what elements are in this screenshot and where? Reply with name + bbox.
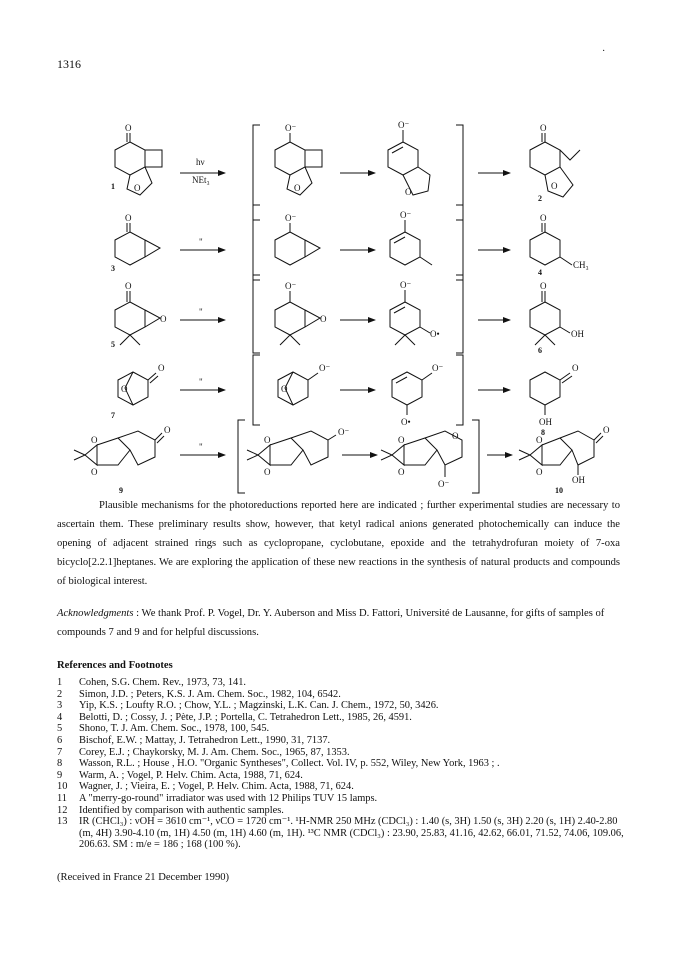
label-O-minus: O⁻ <box>285 281 297 291</box>
label-O-minus: O⁻ <box>438 479 450 489</box>
label-O-minus: O⁻ <box>400 210 412 220</box>
compound-9-structure <box>74 431 164 465</box>
label-O: O <box>540 123 547 133</box>
label-O-minus: O⁻ <box>285 213 297 223</box>
label-O-minus: O⁻ <box>432 363 444 373</box>
compound-number: 10 <box>555 486 563 495</box>
label-O-minus: O⁻ <box>319 363 331 373</box>
compound-4-structure <box>530 223 572 265</box>
reference-item <box>57 816 632 851</box>
label-O: O <box>91 435 98 445</box>
reference-number: 12 <box>57 804 68 816</box>
label-O: O <box>134 183 141 193</box>
label-oh: OH <box>571 329 584 339</box>
ditto-mark: " <box>199 442 203 452</box>
compound-number: 2 <box>538 194 542 203</box>
compound-number: 5 <box>111 340 115 349</box>
label-O: O <box>264 435 271 445</box>
reference-number: 13 <box>57 816 68 828</box>
label-O: O <box>158 363 165 373</box>
label-O-minus: O⁻ <box>400 280 412 290</box>
reference-number: 10 <box>57 781 68 793</box>
reference-number: 4 <box>57 711 63 723</box>
intermediate-9a-structure <box>247 431 336 465</box>
intermediate-5a-structure <box>275 291 320 345</box>
reference-item <box>57 781 632 793</box>
reference-item <box>57 689 632 701</box>
label-oh: OH <box>539 417 552 427</box>
intermediate-3a-structure <box>275 223 320 265</box>
reference-item <box>57 747 632 759</box>
reference-text: IR (CHCl₃) : νOH = 3610 cm⁻¹, νCO = 1720 cm⁻¹. ¹H-NMR 250 MHz (CDCl₃) : 1.40 (s, 3H) 1.50 (s, 3H) 2.20 (s, 1H) 2.40-2.80 (m, 4H) 3.90-4.10 (m, 1H) 4.50 (m, 1H) 4.60 (m, 1H). ¹³C NMR (CDCl₃) : 23.90, 25.83, 41.16, 42.62, 66.01, 71.52, 74.06, 109.06, 206.63. SM : m/e = 186 ; 168 (100 %). <box>79 816 624 851</box>
reference-item <box>57 700 632 712</box>
reference-number: 1 <box>57 677 63 688</box>
label-O: O <box>398 467 405 477</box>
label-O: O <box>125 281 132 291</box>
label-O: O <box>160 314 167 324</box>
reference-text: Bischof, E.W. ; Mattay, J. Tetrahedron Lett., 1990, 31, 7137. <box>79 734 331 746</box>
reference-text: Yip, K.S. ; Loufty R.O. ; Chow, Y.L. ; Magzinski, L.K. Can. J. Chem., 1972, 50, 3426. <box>79 700 439 712</box>
intermediate-5b-structure <box>390 290 430 345</box>
compound-10-structure <box>519 431 603 475</box>
reference-text: Warm, A. ; Vogel, P. Helv. Chim. Acta, 1988, 71, 624. <box>79 769 303 781</box>
ditto-mark: " <box>199 307 203 317</box>
label-O: O <box>320 314 327 324</box>
reference-item <box>57 677 632 689</box>
label-O: O <box>125 213 132 223</box>
label-O: O <box>551 181 558 191</box>
compound-number: 1 <box>111 182 115 191</box>
reference-text: Wasson, R.L. ; House , H.O. "Organic Syntheses", Collect. Vol. IV, p. 552, Wiley, New York, 1963 ; . <box>79 758 500 770</box>
reference-text: Belotti, D. ; Cossy, J. ; Pète, J.P. ; Portella, C. Tetrahedron Lett., 1985, 26, 4591. <box>79 711 412 723</box>
label-O: O <box>398 435 405 445</box>
reference-number: 2 <box>57 688 63 700</box>
compound-number: 7 <box>111 411 115 420</box>
scheme-caption: Plausible mechanisms for the photoreductions reported here are indicated ; further experimental studies are necessary to ascertain them. These preliminary results show, however, that ketyl radical anions generated photochemically can induce the opening of adjacent strained rings such as cyclopropane, cyclobutane, epoxide and the tetrahydrofuran moiety of 7-oxa bicyclo[2.2.1]heptanes. We are exploring the application of these new reactions in the synthesis of natural products and compounds of biological interest. <box>57 500 620 587</box>
reference-number: 3 <box>57 700 63 712</box>
label-O-minus: O⁻ <box>285 123 297 133</box>
reference-item <box>57 793 632 805</box>
label-ch3: CH₃ <box>573 260 589 270</box>
reagent-net3: NEt₃ <box>192 175 210 185</box>
label-O: O <box>91 467 98 477</box>
compound-6-structure <box>530 291 570 345</box>
received-date: (Received in France 21 December 1990) <box>57 872 230 883</box>
reference-text: A "merry-go-round" irradiator was used with 12 Philips TUV 15 lamps. <box>79 792 378 804</box>
references-heading: References and Footnotes <box>57 660 173 671</box>
label-O-bullet: O• <box>401 417 411 427</box>
reference-item <box>57 712 632 724</box>
ditto-mark: " <box>199 377 203 387</box>
reference-text: Wagner, J. ; Vieira, E. ; Vogel, P. Helv. Chim. Acta, 1988, 71, 624. <box>79 781 354 793</box>
reference-item <box>57 770 632 782</box>
reference-item <box>57 735 632 747</box>
reference-text: Identified by comparison with authentic samples. <box>79 804 284 816</box>
intermediate-3b-structure <box>390 220 432 265</box>
label-O-minus: O⁻ <box>338 427 350 437</box>
reference-number: 7 <box>57 746 63 758</box>
label-O: O <box>125 123 132 133</box>
label-O: O <box>603 425 610 435</box>
reference-number: 8 <box>57 758 63 770</box>
reference-item <box>57 805 632 817</box>
compound-8-structure <box>530 372 572 415</box>
reference-number: 6 <box>57 734 63 746</box>
intermediate-1b-structure <box>388 130 430 195</box>
label-O: O <box>452 431 459 441</box>
label-O: O <box>540 213 547 223</box>
reference-text: Corey, E.J. ; Chaykorsky, M. J. Am. Chem. Soc., 1965, 87, 1353. <box>79 746 350 758</box>
reagent-hv: hν <box>196 157 205 167</box>
acknowledgments <box>57 604 620 642</box>
reference-item <box>57 723 632 735</box>
label-O: O <box>536 435 543 445</box>
reference-number: 9 <box>57 769 63 781</box>
reference-text: Cohen, S.G. Chem. Rev., 1973, 73, 141. <box>79 677 247 688</box>
reference-text: Shono, T. J. Am. Chem. Soc., 1978, 100, 545. <box>79 723 270 735</box>
intermediate-7b-structure <box>392 372 432 415</box>
label-O: O <box>264 467 271 477</box>
label-O: O <box>536 467 543 477</box>
compound-number: 4 <box>538 268 542 277</box>
intermediate-9b-structure <box>381 431 462 477</box>
label-O: O <box>121 384 128 394</box>
label-oh: OH <box>572 475 585 485</box>
label-O: O <box>294 183 301 193</box>
compound-number: 6 <box>538 346 542 355</box>
ditto-mark: " <box>199 237 203 247</box>
reference-number: 5 <box>57 723 63 735</box>
compound-5-structure <box>115 291 160 345</box>
acknowledgments-text: : We thank Prof. P. Vogel, Dr. Y. Auberson and Miss D. Fattori, Université de Lausanne, for gifts of samples of compounds 7 and 9 and for helpful discussions. <box>57 608 605 638</box>
compound-number: 8 <box>541 428 545 437</box>
reference-number: 11 <box>57 792 68 804</box>
compound-number: 3 <box>111 264 115 273</box>
label-O: O <box>572 363 579 373</box>
compound-3-structure <box>115 223 160 265</box>
page-number: 1316 <box>57 57 81 71</box>
reference-text: Simon, J.D. ; Peters, K.S. J. Am. Chem. Soc., 1982, 104, 6542. <box>79 688 341 700</box>
label-O: O <box>405 187 412 197</box>
references-list <box>57 677 632 851</box>
label-O: O <box>281 384 288 394</box>
acknowledgments-label: Acknowledgments <box>57 608 134 619</box>
reference-item <box>57 758 632 770</box>
compound-number: 9 <box>119 486 123 495</box>
reaction-scheme <box>0 105 675 505</box>
label-O-bullet: O• <box>430 329 440 339</box>
label-O-minus: O⁻ <box>398 120 410 130</box>
corner-mark: · <box>602 46 606 57</box>
label-O: O <box>164 425 171 435</box>
label-O: O <box>540 281 547 291</box>
